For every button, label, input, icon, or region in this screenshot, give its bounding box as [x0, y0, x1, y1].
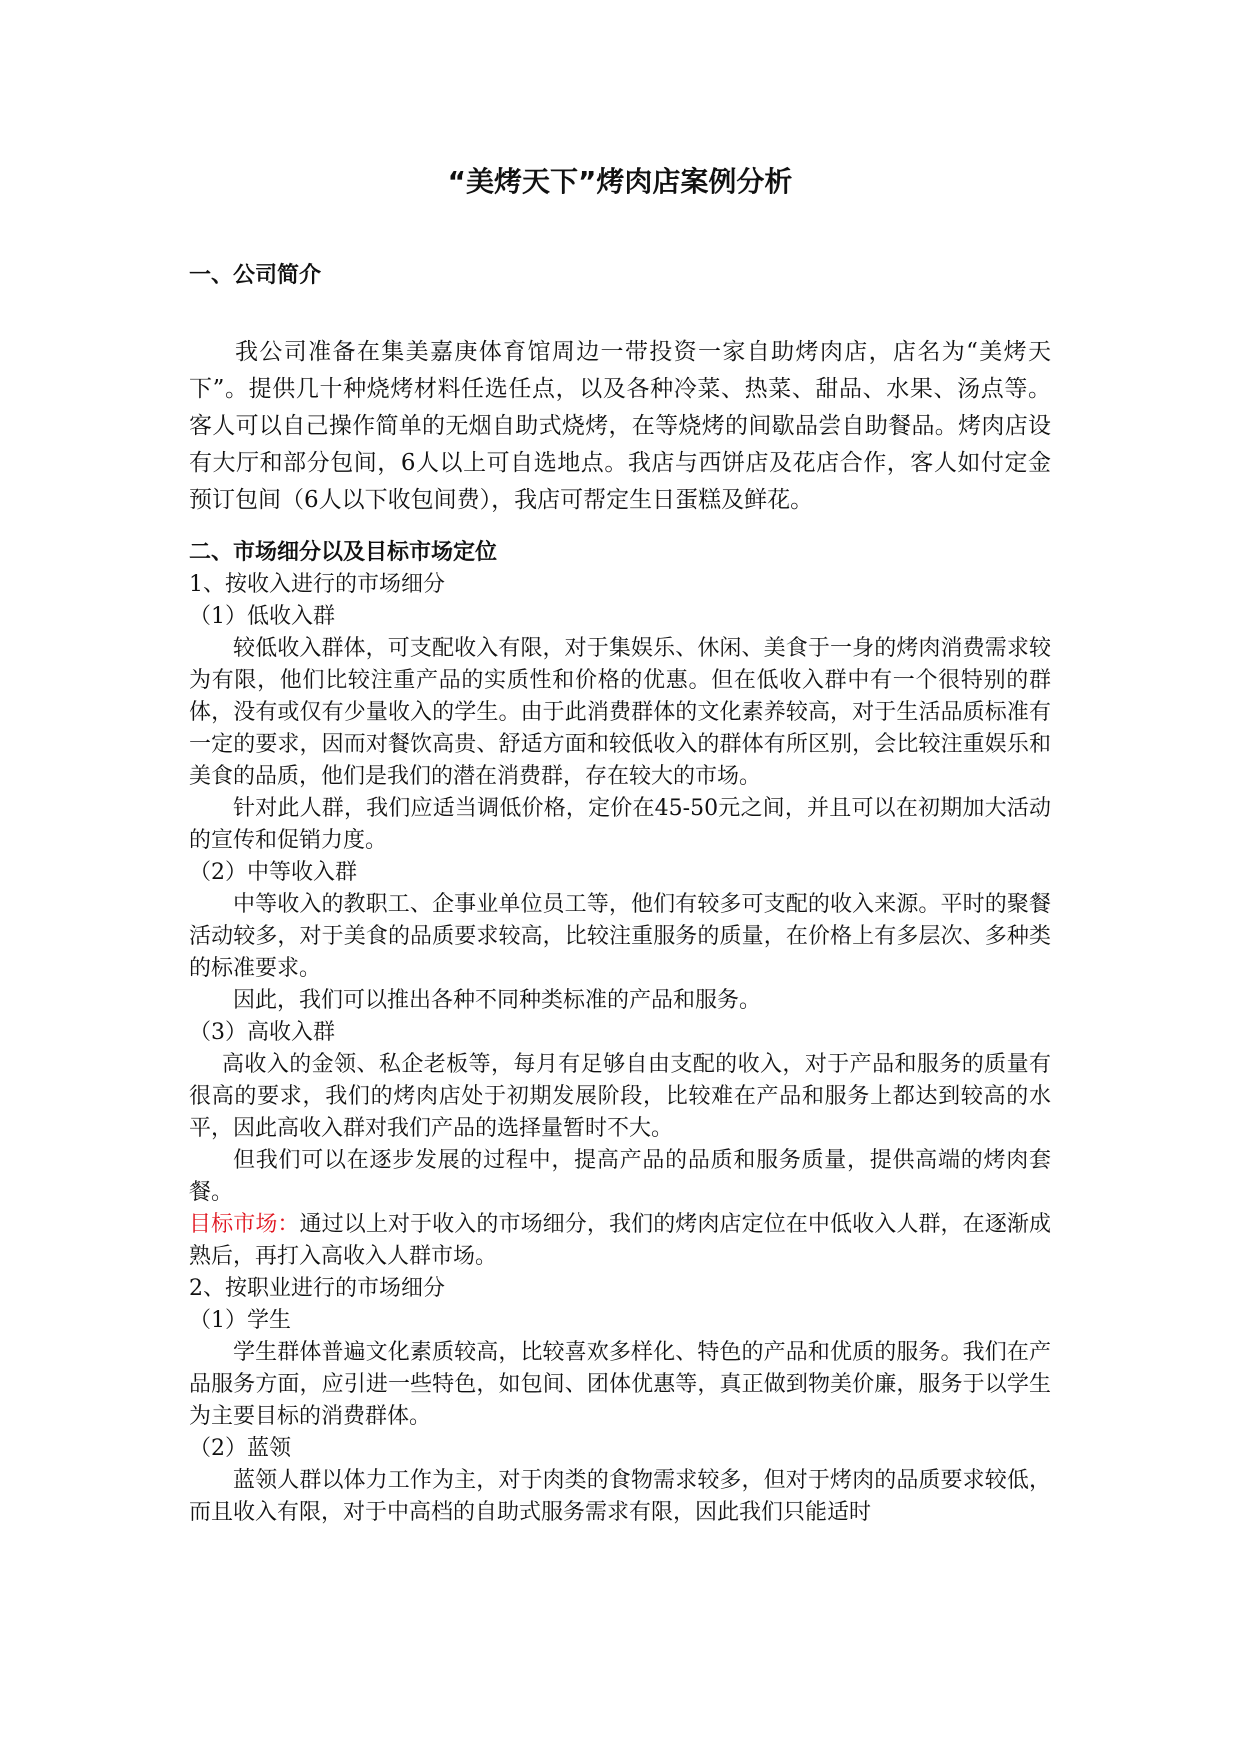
target-market-paragraph	[189, 1209, 1051, 1273]
middle-income-paragraph-1: 中等收入的教职工、企事业单位员工等，他们有较多可支配的收入来源。平时的聚餐活动较多，对于美食的品质要求较高，比较注重服务的质量，在价格上有多层次、多种类的标准要求。	[189, 892, 1051, 981]
subheading-income-segmentation: 1、按收入进行的市场细分	[189, 572, 445, 597]
low-income-paragraph-2: 针对此人群，我们应适当调低价格，定价在45-50元之间，并且可以在初期加大活动的宣传和促销力度。	[189, 796, 1051, 853]
target-market-text: 通过以上对于收入的市场细分，我们的烤肉店定位在中低收入人群，在逐渐成熟后，再打入高收入人群市场。	[189, 1212, 1051, 1269]
label-blue-collar: （2）蓝领	[189, 1436, 291, 1461]
document-page	[189, 150, 1051, 1529]
subheading-occupation-segmentation: 2、按职业进行的市场细分	[189, 1276, 445, 1301]
blue-collar-paragraph: 蓝领人群以体力工作为主，对于肉类的食物需求较多，但对于烤肉的品质要求较低，而且收入有限，对于中高档的自助式服务需求有限，因此我们只能适时	[189, 1468, 1051, 1525]
students-paragraph: 学生群体普遍文化素质较高，比较喜欢多样化、特色的产品和优质的服务。我们在产品服务方面，应引进一些特色，如包间、团体优惠等，真正做到物美价廉，服务于以学生为主要目标的消费群体。	[189, 1340, 1051, 1429]
target-market-label: 目标市场：	[189, 1212, 300, 1237]
label-students: （1）学生	[189, 1308, 291, 1333]
label-high-income: （3）高收入群	[189, 1020, 335, 1045]
section-heading-company-intro: 一、公司简介	[189, 263, 322, 288]
company-intro-paragraph: 我公司准备在集美嘉庚体育馆周边一带投资一家自助烤肉店，店名为“美烤天下”。提供几十种烧烤材料任选任点，以及各种冷菜、热菜、甜品、水果、汤点等。客人可以自己操作简单的无烟自助式烧烤，在等烧烤的间歇品尝自助餐品。烤肉店设有大厅和部分包间，6人以上可自选地点。我店与西饼店及花店合作，客人如付定金预订包间（6人以下收包间费），我店可帮定生日蛋糕及鲜花。	[189, 339, 1051, 513]
document-title: “美烤天下”烤肉店案例分析	[447, 165, 793, 198]
high-income-paragraph-1: 高收入的金领、私企老板等，每月有足够自由支配的收入，对于产品和服务的质量有很高的要求，我们的烤肉店处于初期发展阶段，比较难在产品和服务上都达到较高的水平，因此高收入群对我们产品的选择量暂时不大。	[189, 1052, 1051, 1141]
label-low-income: （1）低收入群	[189, 604, 335, 629]
middle-income-paragraph-2: 因此，我们可以推出各种不同种类标准的产品和服务。	[233, 988, 762, 1013]
section-heading-market-segmentation: 二、市场细分以及目标市场定位	[189, 540, 498, 565]
low-income-paragraph-1: 较低收入群体，可支配收入有限，对于集娱乐、休闲、美食于一身的烤肉消费需求较为有限，他们比较注重产品的实质性和价格的优惠。但在低收入群中有一个很特别的群体，没有或仅有少量收入的学生。由于此消费群体的文化素养较高，对于生活品质标准有一定的要求，因而对餐饮高贵、舒适方面和较低收入的群体有所区别，会比较注重娱乐和美食的品质，他们是我们的潜在消费群，存在较大的市场。	[189, 636, 1051, 789]
label-middle-income: （2）中等收入群	[189, 860, 357, 885]
high-income-paragraph-2: 但我们可以在逐步发展的过程中，提高产品的品质和服务质量，提供高端的烤肉套餐。	[189, 1148, 1051, 1205]
